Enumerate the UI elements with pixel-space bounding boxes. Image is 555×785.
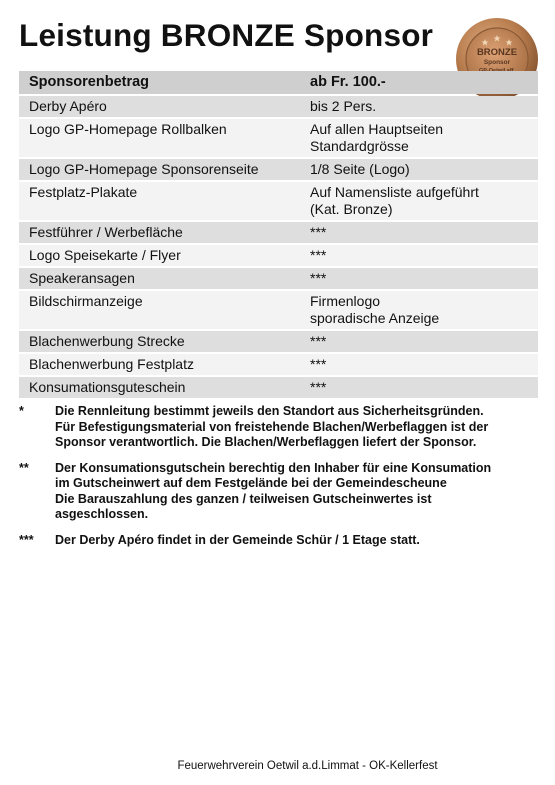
row-label: Bildschirmanzeige xyxy=(29,293,143,309)
row-value: *** xyxy=(310,333,327,349)
row-label: Blachenwerbung Strecke xyxy=(29,333,185,349)
footnote-3 xyxy=(19,533,539,549)
footnotes xyxy=(19,404,539,558)
row-label: Festplatz-Plakate xyxy=(29,184,138,200)
footnote-1 xyxy=(19,404,539,451)
footnote-mark: *** xyxy=(19,532,34,547)
table-row xyxy=(19,377,538,398)
header-amount: ab Fr. 100.- xyxy=(310,74,386,90)
row-label: Festführer / Werbefläche xyxy=(29,224,183,240)
row-value: Auf allen Hauptseiten Standardgrösse xyxy=(310,121,444,154)
header-sponsorenbetrag: Sponsorenbetrag xyxy=(29,74,150,90)
footnote-2 xyxy=(19,461,539,523)
table-row xyxy=(19,354,538,375)
table-row xyxy=(19,291,538,329)
table-row xyxy=(19,268,538,289)
medal-text-line1: BRONZE xyxy=(476,47,518,58)
table-row xyxy=(19,245,538,266)
row-label: Speakeransagen xyxy=(29,270,135,286)
row-value: 1/8 Seite (Logo) xyxy=(310,161,410,177)
page-title: Leistung BRONZE Sponsor xyxy=(19,17,434,53)
footnote-mark: ** xyxy=(19,460,29,475)
table-row xyxy=(19,222,538,243)
table-row xyxy=(19,119,538,157)
table-row xyxy=(19,182,538,220)
sponsor-table xyxy=(19,71,538,398)
row-value: *** xyxy=(310,224,327,240)
table-header-row xyxy=(19,71,538,94)
footnote-text: Der Konsumationsgutschein berechtig den Inhaber für eine Konsumation im Gutscheinwert auf dem Festgelände bei der Gemeindescheune Die Barauszahlung des ganzen / teilweisen Gutscheinwertes ist asgeschlossen. xyxy=(55,460,492,521)
row-value: Firmenlogo sporadische Anzeige xyxy=(310,293,440,326)
table-row xyxy=(19,331,538,352)
row-value: *** xyxy=(310,247,327,263)
row-label: Konsumationsguteschein xyxy=(29,379,186,395)
footnote-mark: * xyxy=(19,404,24,418)
row-value: *** xyxy=(310,270,327,286)
row-value: bis 2 Pers. xyxy=(310,98,377,114)
row-label: Derby Apéro xyxy=(29,98,107,114)
footnote-text: Die Rennleitung bestimmt jeweils den Standort aus Sicherheitsgründen. Für Befestigungsmaterial von freistehende Blachen/Werbeflaggen ist der Sponsor verantwortlich. Die Blachen/Werbeflaggen liefert der Sponsor. xyxy=(55,404,489,449)
row-label: Logo GP-Homepage Rollbalken xyxy=(29,121,227,137)
row-value: *** xyxy=(310,356,327,372)
footnote-text: Der Derby Apéro findet in der Gemeinde Schür / 1 Etage statt. xyxy=(55,532,420,547)
row-label: Logo GP-Homepage Sponsorenseite xyxy=(29,161,259,177)
page-footer: Feuerwehrverein Oetwil a.d.Limmat - OK-Kellerfest xyxy=(177,760,438,772)
table-row xyxy=(19,159,538,180)
row-value: Auf Namensliste aufgeführt (Kat. Bronze) xyxy=(310,184,479,217)
table-row xyxy=(19,96,538,117)
row-value: *** xyxy=(310,379,327,395)
row-label: Blachenwerbung Festplatz xyxy=(29,356,194,372)
medal-text-line2: Sponsor xyxy=(483,59,511,66)
row-label: Logo Speisekarte / Flyer xyxy=(29,247,181,263)
